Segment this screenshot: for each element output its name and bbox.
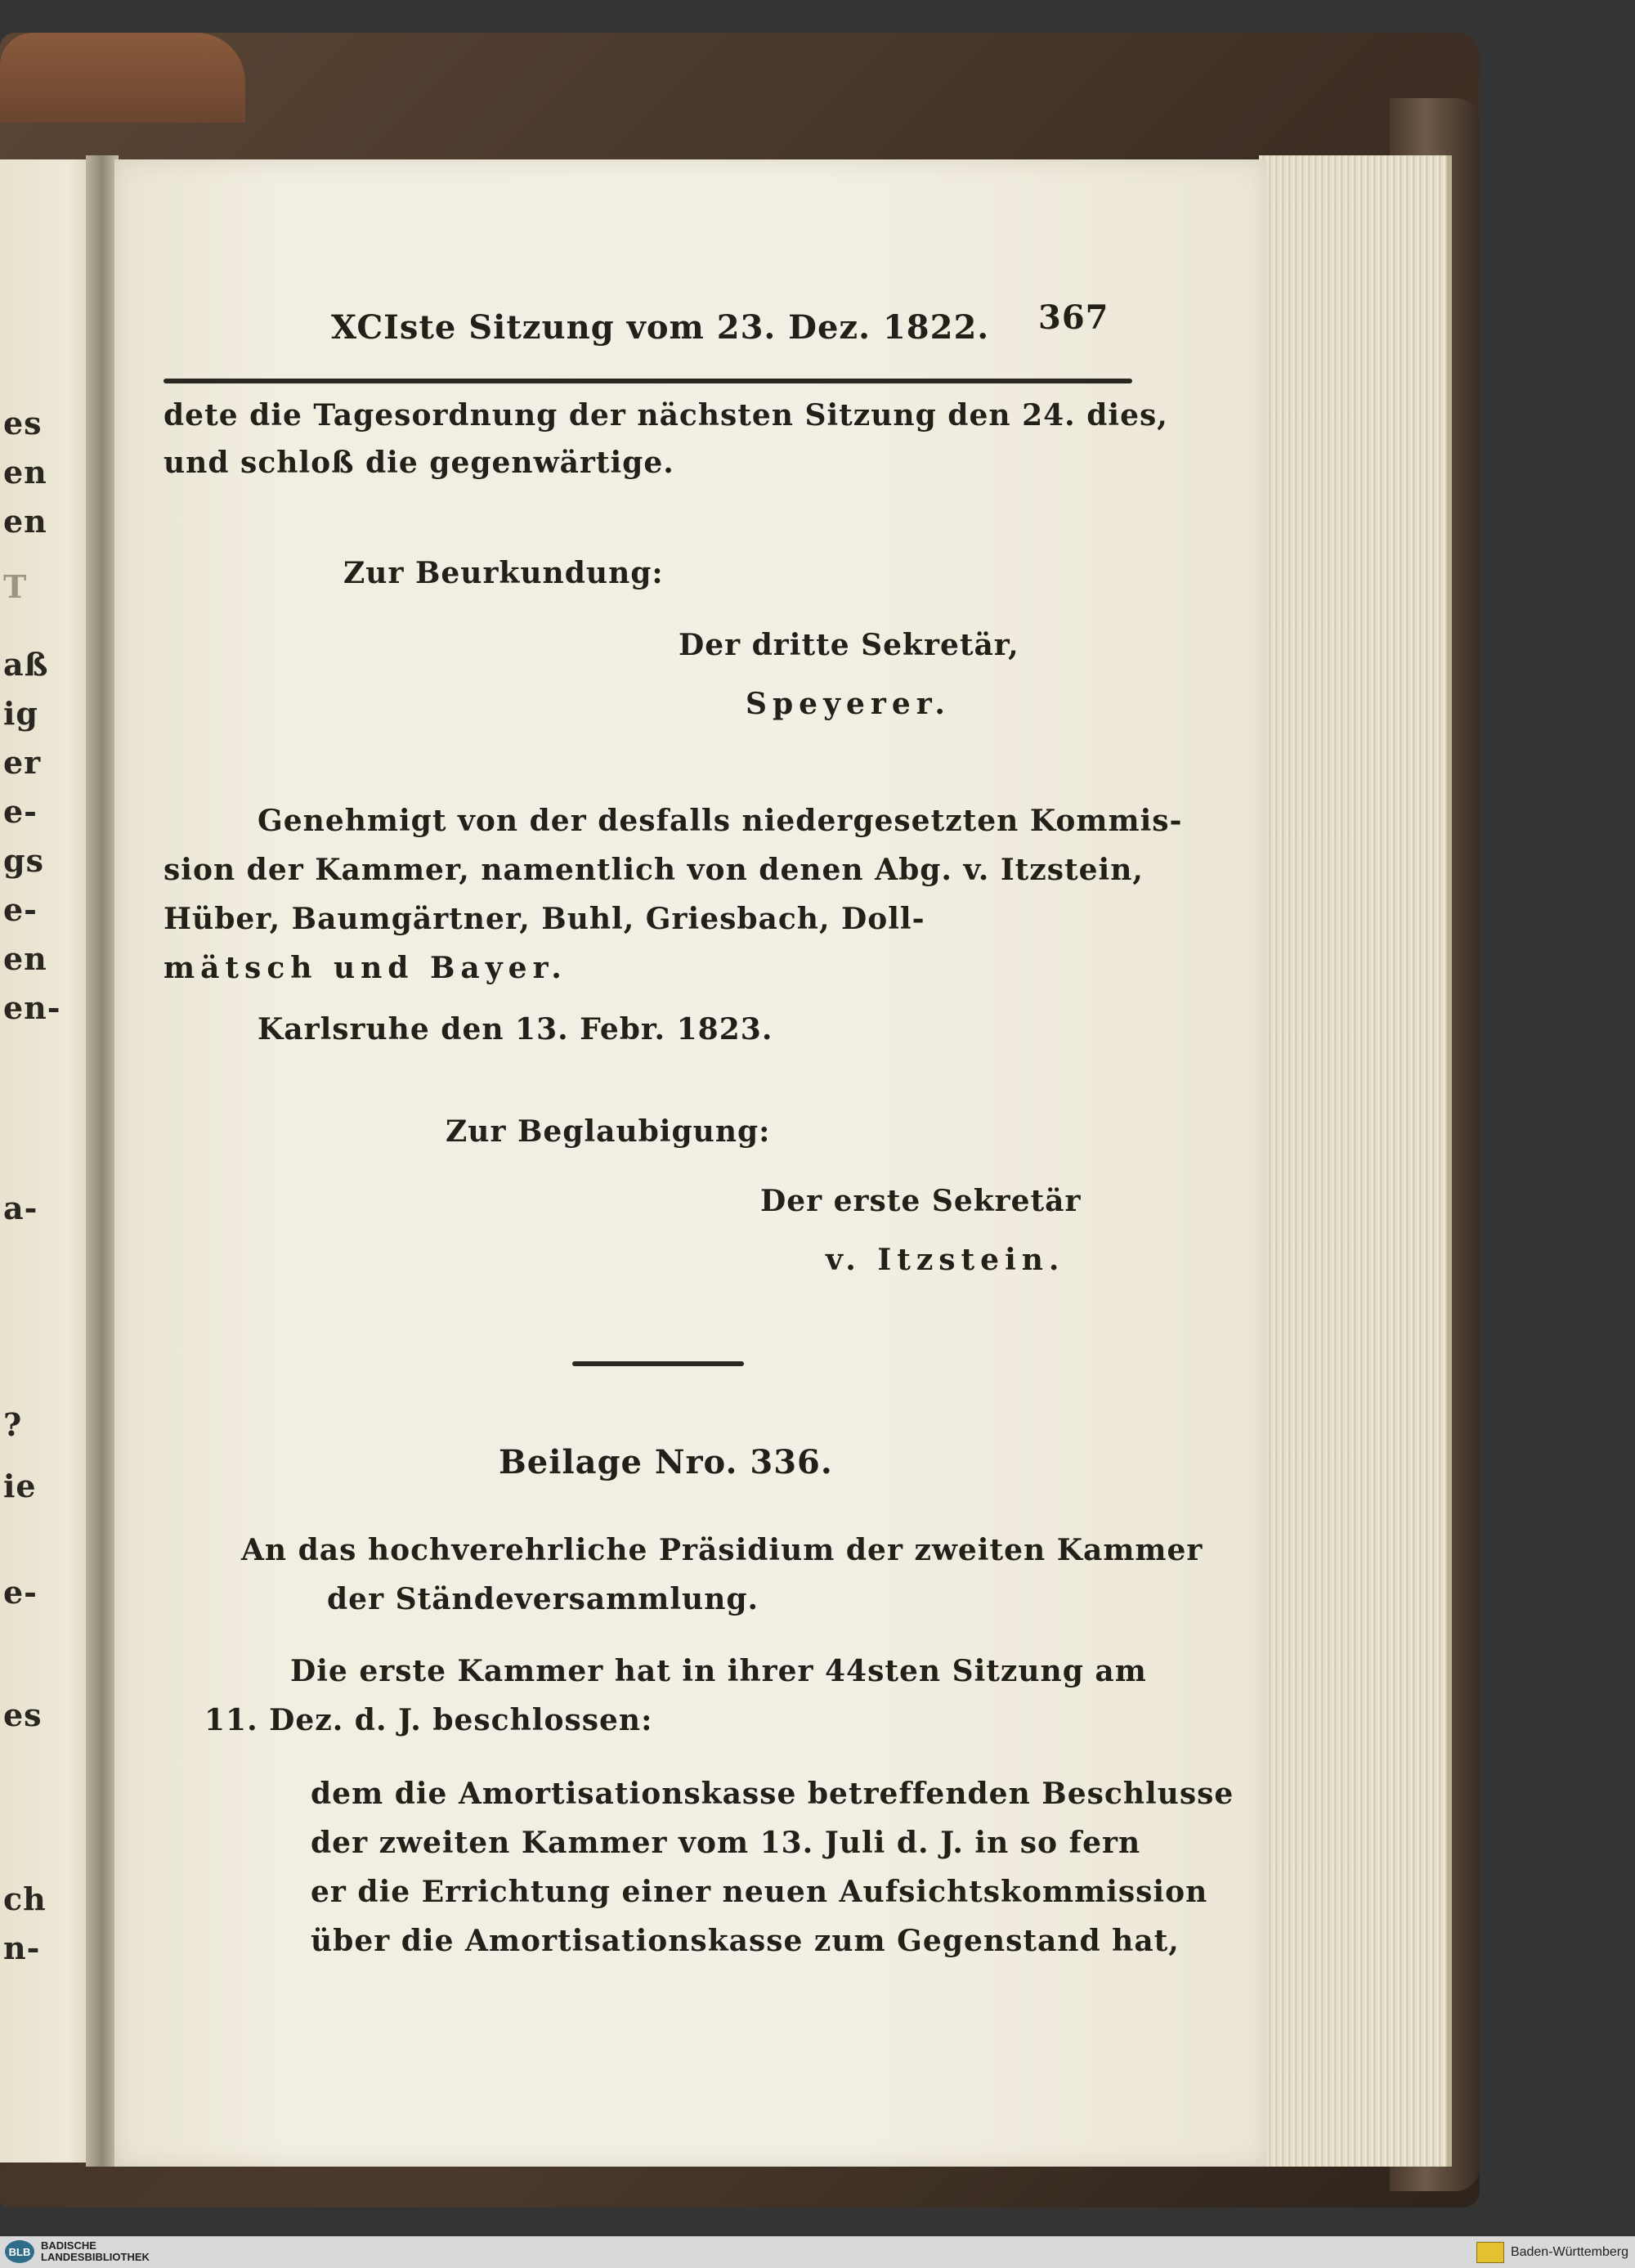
facing-fragment: a-	[3, 1190, 38, 1226]
text-line: der zweiten Kammer vom 13. Juli d. J. in so fern	[311, 1826, 1141, 1860]
facing-fragment: ?	[3, 1406, 23, 1443]
facing-fragment: ie	[3, 1468, 37, 1504]
facing-fragment: aß	[3, 646, 49, 683]
facing-fragment: ig	[3, 695, 39, 732]
address-line: der Ständeversammlung.	[327, 1582, 759, 1616]
book-page	[114, 159, 1267, 2167]
text-line: 11. Dez. d. J. beschlossen:	[204, 1703, 653, 1737]
text-line: und schloß die gegenwärtige.	[164, 446, 674, 480]
facing-fragment: es	[3, 1697, 43, 1733]
facing-fragment: e-	[3, 891, 38, 928]
section-title: Beilage Nro. 336.	[499, 1443, 833, 1481]
facing-page	[0, 159, 98, 2163]
facing-fragment: en	[3, 454, 47, 491]
facing-fragment: er	[3, 744, 42, 781]
library-name	[41, 2240, 150, 2263]
signer-name: v. Itzstein.	[826, 1243, 1065, 1277]
library-branding	[5, 2240, 150, 2263]
book-gutter	[86, 155, 119, 2167]
signer-name: Speyerer.	[746, 687, 951, 721]
state-crest-icon	[1476, 2242, 1504, 2263]
facing-fragment: en	[3, 503, 47, 540]
header-rule	[164, 379, 1132, 383]
signer-title: Der erste Sekretär	[760, 1184, 1082, 1218]
library-name-line2: LANDESBIBLIOTHEK	[41, 2251, 150, 2263]
facing-fragment: gs	[3, 842, 44, 879]
certify-label: Zur Beglaubigung:	[446, 1114, 771, 1149]
text-line: Hüber, Baumgärtner, Buhl, Griesbach, Doll-	[164, 902, 925, 936]
facing-fragment: T	[3, 568, 28, 605]
place-date: Karlsruhe den 13. Febr. 1823.	[258, 1012, 773, 1047]
text-line: dem die Amortisationskasse betreffenden Beschlusse	[311, 1777, 1234, 1811]
facing-fragment: e-	[3, 793, 38, 830]
text-line: dete die Tagesordnung der nächsten Sitzung den 24. dies,	[164, 398, 1168, 433]
state-branding	[1476, 2242, 1628, 2263]
page-edges	[1259, 155, 1452, 2167]
facing-fragment: en	[3, 940, 47, 977]
state-name: Baden-Württemberg	[1510, 2245, 1628, 2259]
facing-fragment: n-	[3, 1930, 41, 1966]
signer-title: Der dritte Sekretär,	[679, 628, 1019, 662]
facing-fragment: es	[3, 405, 43, 441]
running-title: XCIste Sitzung vom 23. Dez. 1822.	[331, 308, 990, 347]
library-name-line1: BADISCHE	[41, 2239, 96, 2252]
facing-fragment: e-	[3, 1574, 38, 1611]
text-line: sion der Kammer, namentlich von denen Abg. v. Itzstein,	[164, 853, 1144, 887]
book-cover-top	[0, 33, 245, 123]
text-line: Genehmigt von der desfalls niedergesetzten Kommis-	[258, 804, 1183, 838]
facing-fragment: en-	[3, 989, 61, 1026]
facing-fragment: ch	[3, 1880, 47, 1917]
address-line: An das hochverehrliche Präsidium der zweiten Kammer	[241, 1533, 1203, 1567]
blb-logo-icon: BLB	[5, 2240, 34, 2263]
page-number: 367	[1038, 298, 1109, 337]
text-line: über die Amortisationskasse zum Gegenstand hat,	[311, 1924, 1180, 1958]
section-divider	[572, 1361, 744, 1366]
text-line: mätsch und Bayer.	[164, 951, 567, 985]
attest-label: Zur Beurkundung:	[343, 556, 664, 590]
text-line: Die erste Kammer hat in ihrer 44sten Sitzung am	[290, 1654, 1147, 1688]
footer-bar	[0, 2236, 1635, 2268]
text-line: er die Errichtung einer neuen Aufsichtskommission	[311, 1875, 1208, 1909]
